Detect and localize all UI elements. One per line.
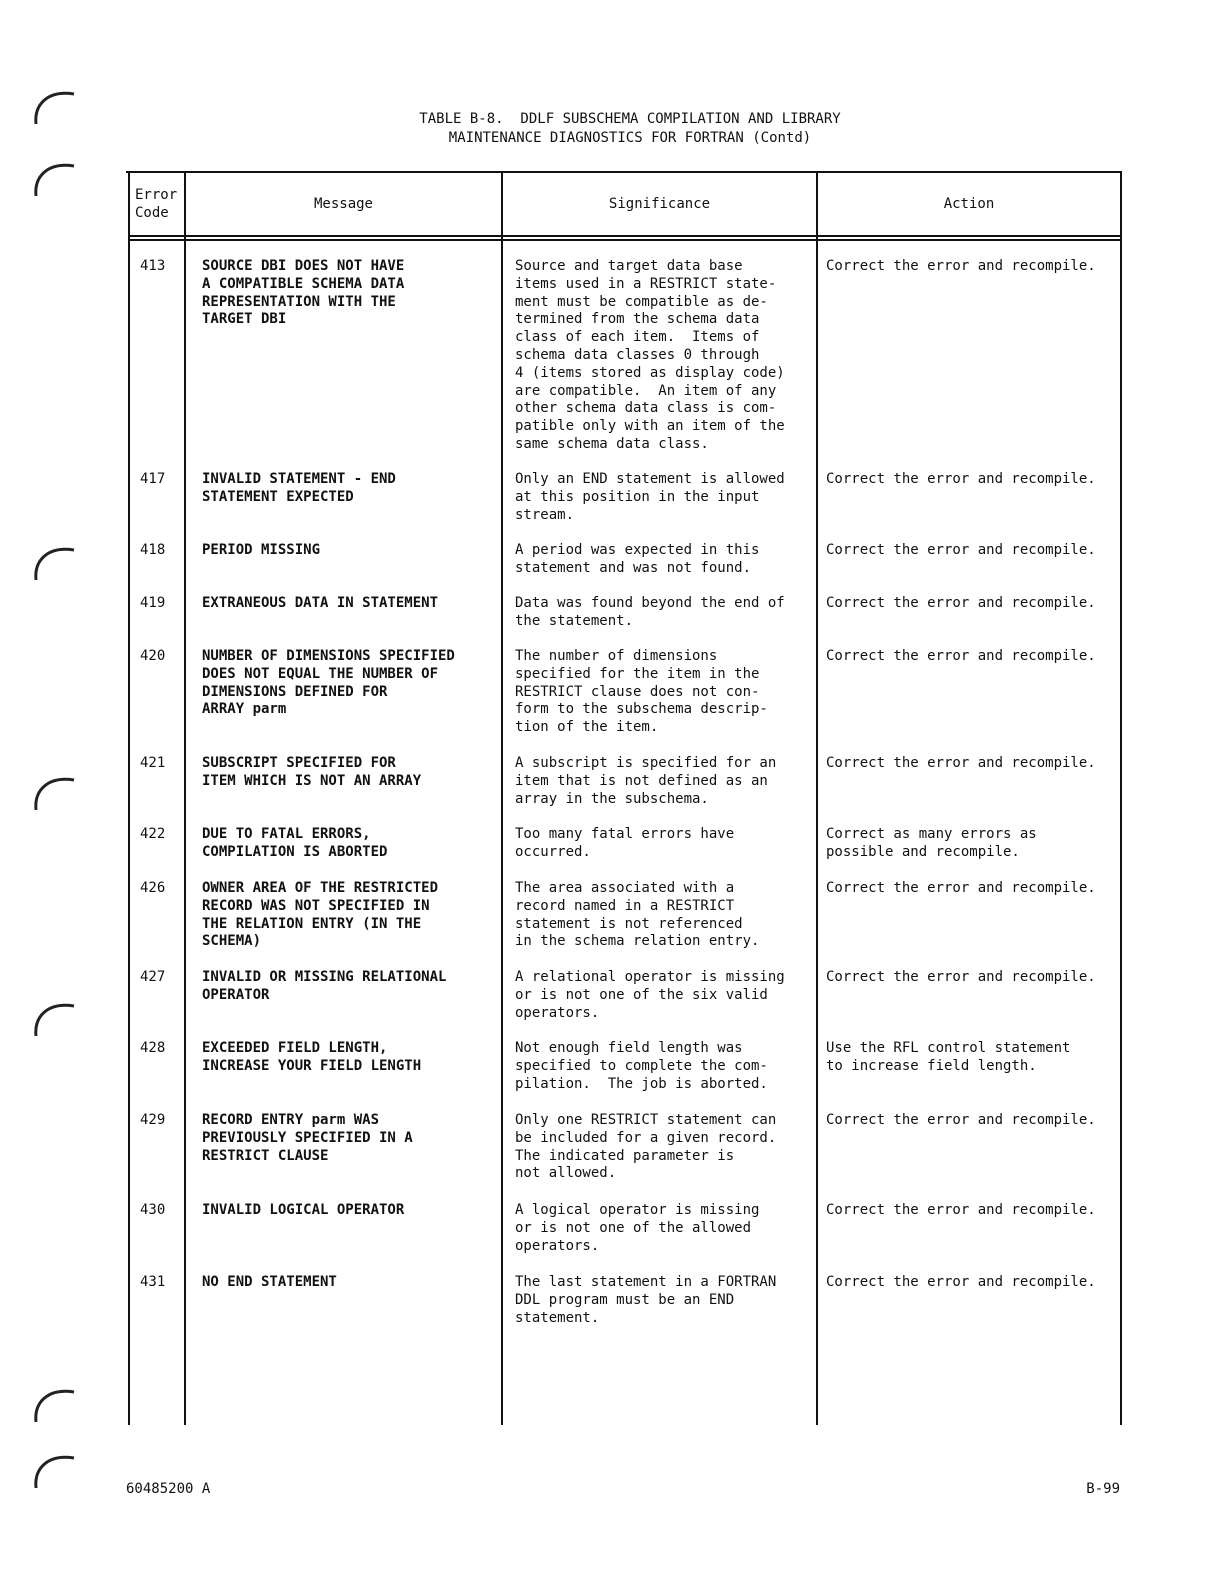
message-text: PERIOD MISSING: [202, 542, 321, 558]
action-text: Correct the error and recompile.: [826, 1274, 1096, 1290]
binder-hole-mark: [30, 540, 80, 586]
header-rule: [130, 235, 1122, 237]
binder-hole-mark: [30, 1382, 80, 1428]
column-header-significance: Significance: [608, 196, 711, 212]
error-code: 413: [140, 258, 166, 274]
significance-text: Source and target data base items used in a RESTRICT state- ment must be compatible as de- termined from the schema data class of each item. Items of schema data classes 0 through 4 (items stored as display code) are compatible. An item of any other schema data class is com- patible only with an item of the same schema data class.: [515, 258, 785, 452]
message-text: DUE TO FATAL ERRORS, COMPILATION IS ABORTED: [202, 826, 388, 860]
error-code: 431: [140, 1274, 166, 1290]
action-text: Correct the error and recompile.: [826, 1202, 1096, 1218]
significance-text: The number of dimensions specified for the item in the RESTRICT clause does not con- form to the subschema descrip- tion of the item.: [515, 648, 768, 736]
message-text: NO END STATEMENT: [202, 1274, 337, 1290]
binder-hole-mark: [30, 84, 80, 130]
action-text: Correct the error and recompile.: [826, 258, 1096, 274]
action-text: Correct the error and recompile.: [826, 595, 1096, 611]
significance-text: Too many fatal errors have occurred.: [515, 826, 735, 860]
column-divider: [816, 173, 818, 1425]
message-text: INVALID STATEMENT - END STATEMENT EXPECTED: [202, 471, 396, 505]
message-text: SOURCE DBI DOES NOT HAVE A COMPATIBLE SCHEMA DATA REPRESENTATION WITH THE TARGET DBI: [202, 258, 405, 328]
error-code: 420: [140, 648, 166, 664]
significance-text: A relational operator is missing or is not one of the six valid operators.: [515, 969, 785, 1021]
error-code: 421: [140, 755, 166, 771]
error-code: 426: [140, 880, 166, 896]
message-text: SUBSCRIPT SPECIFIED FOR ITEM WHICH IS NOT AN ARRAY: [202, 755, 422, 789]
significance-text: Only an END statement is allowed at this position in the input stream.: [515, 471, 785, 523]
error-code: 430: [140, 1202, 166, 1218]
table-border-left: [128, 173, 130, 1425]
action-text: Correct as many errors as possible and recompile.: [826, 826, 1037, 860]
diagnostics-table: [126, 171, 1122, 1425]
significance-text: Data was found beyond the end of the statement.: [515, 595, 785, 629]
column-divider: [501, 173, 503, 1425]
page-number: B-99: [1086, 1481, 1120, 1497]
message-text: INVALID OR MISSING RELATIONAL OPERATOR: [202, 969, 447, 1003]
header-rule: [130, 239, 1122, 241]
column-header-code: Error Code: [135, 187, 178, 221]
error-code: 418: [140, 542, 166, 558]
column-header-message: Message: [313, 196, 373, 212]
error-code: 428: [140, 1040, 166, 1056]
significance-text: A logical operator is missing or is not one of the allowed operators.: [515, 1202, 760, 1254]
error-code: 427: [140, 969, 166, 985]
action-text: Correct the error and recompile.: [826, 1112, 1096, 1128]
binder-hole-mark: [30, 1448, 80, 1494]
binder-hole-mark: [30, 156, 80, 202]
message-text: NUMBER OF DIMENSIONS SPECIFIED DOES NOT EQUAL THE NUMBER OF DIMENSIONS DEFINED FOR ARRAY parm: [202, 648, 455, 718]
action-text: Correct the error and recompile.: [826, 542, 1096, 558]
document-number: 60485200 A: [126, 1481, 211, 1497]
message-text: OWNER AREA OF THE RESTRICTED RECORD WAS NOT SPECIFIED IN THE RELATION ENTRY (IN THE SCHEMA): [202, 880, 439, 950]
action-text: Use the RFL control statement to increase field length.: [826, 1040, 1071, 1074]
binder-hole-mark: [30, 770, 80, 816]
table-title: TABLE B-8. DDLF SUBSCHEMA COMPILATION AND LIBRARY MAINTENANCE DIAGNOSTICS FOR FORTRAN (Contd): [419, 111, 841, 146]
column-divider: [184, 173, 186, 1425]
message-text: EXCEEDED FIELD LENGTH, INCREASE YOUR FIELD LENGTH: [202, 1040, 422, 1074]
message-text: INVALID LOGICAL OPERATOR: [202, 1202, 405, 1218]
binder-hole-mark: [30, 996, 80, 1042]
error-code: 422: [140, 826, 166, 842]
action-text: Correct the error and recompile.: [826, 969, 1096, 985]
error-code: 417: [140, 471, 166, 487]
action-text: Correct the error and recompile.: [826, 471, 1096, 487]
significance-text: The area associated with a record named in a RESTRICT statement is not referenced in the schema relation entry.: [515, 880, 760, 950]
message-text: EXTRANEOUS DATA IN STATEMENT: [202, 595, 439, 611]
column-header-action: Action: [943, 196, 995, 212]
action-text: Correct the error and recompile.: [826, 755, 1096, 771]
significance-text: A period was expected in this statement and was not found.: [515, 542, 760, 576]
significance-text: Not enough field length was specified to complete the com- pilation. The job is aborted.: [515, 1040, 768, 1092]
error-code: 419: [140, 595, 166, 611]
significance-text: Only one RESTRICT statement can be included for a given record. The indicated parameter is not allowed.: [515, 1112, 777, 1182]
significance-text: A subscript is specified for an item that is not defined as an array in the subschema.: [515, 755, 777, 807]
significance-text: The last statement in a FORTRAN DDL program must be an END statement.: [515, 1274, 777, 1326]
message-text: RECORD ENTRY parm WAS PREVIOUSLY SPECIFIED IN A RESTRICT CLAUSE: [202, 1112, 413, 1164]
action-text: Correct the error and recompile.: [826, 648, 1096, 664]
table-border-right: [1120, 173, 1122, 1425]
error-code: 429: [140, 1112, 166, 1128]
action-text: Correct the error and recompile.: [826, 880, 1096, 896]
